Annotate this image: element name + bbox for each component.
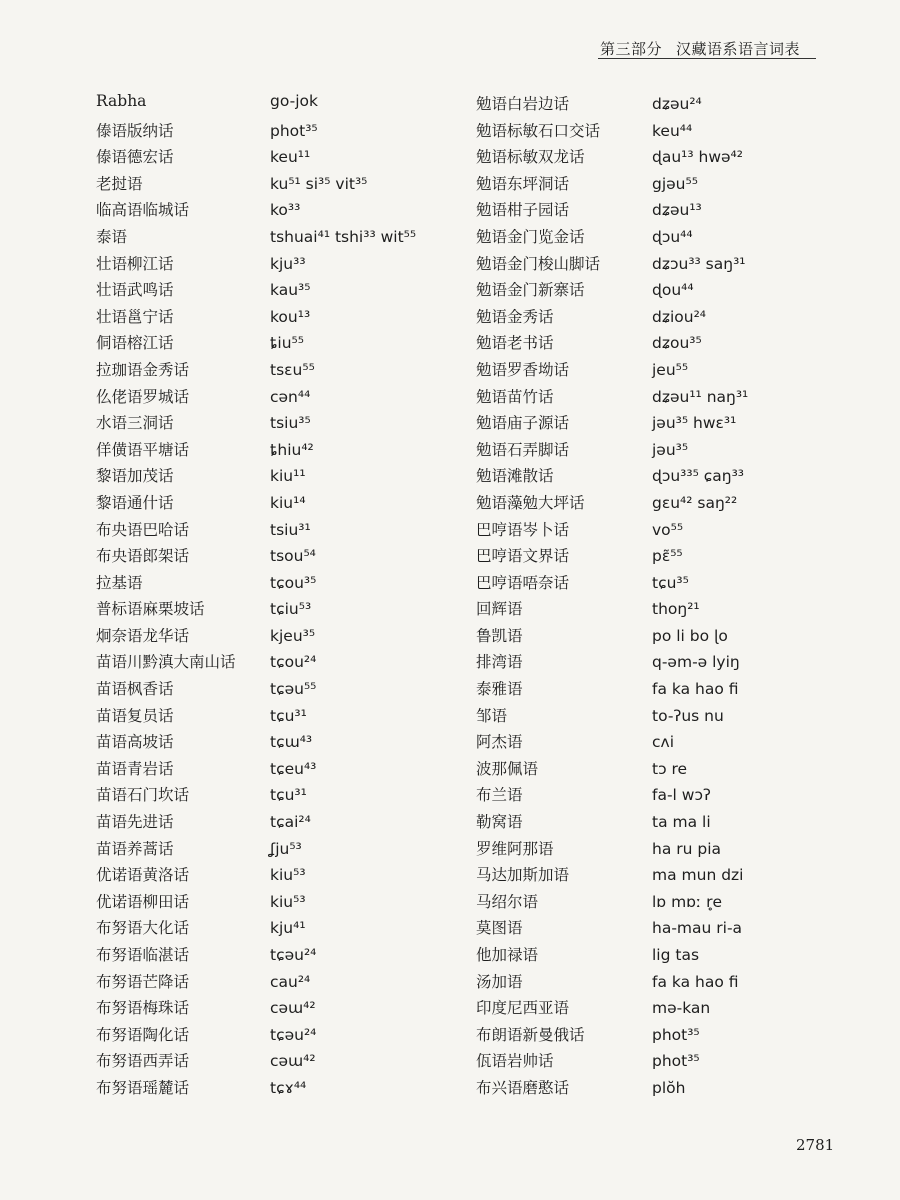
word-entry [96, 225, 466, 252]
word-entry [96, 198, 466, 225]
word-entry [96, 970, 466, 997]
language-name: 巴哼语唔奈话 [476, 573, 570, 592]
language-name: 排湾语 [476, 653, 523, 672]
word-entry [476, 863, 806, 890]
language-name: 波那佩语 [476, 759, 539, 778]
word-form: ha-mau ri-a [652, 919, 743, 938]
word-entry [96, 544, 466, 571]
language-name: Rabha [96, 92, 147, 110]
word-entry [96, 757, 466, 784]
word-form: fa-l wɔʔ [652, 786, 711, 805]
word-form: tɔ re [652, 759, 688, 778]
word-form: jəu³⁵ hwɛ³¹ [652, 414, 737, 433]
word-entry [96, 92, 466, 119]
language-name: 马达加斯加语 [476, 866, 570, 885]
language-name: 优诺语黄洛话 [96, 866, 190, 885]
right-column [476, 92, 806, 1103]
language-name: 勉语庙子源话 [476, 414, 570, 433]
language-name: 黎语加茂话 [96, 467, 174, 486]
language-name: 优诺语柳田话 [96, 892, 190, 911]
word-entry [476, 198, 806, 225]
language-name: 泰雅语 [476, 680, 523, 699]
word-form: tsiu³¹ [270, 520, 311, 539]
language-name: 老挝语 [96, 174, 143, 193]
word-entry [476, 730, 806, 757]
word-form: kiu⁵³ [270, 892, 306, 911]
language-name: 勉语藻勉大坪话 [476, 493, 585, 512]
language-name: 布兰语 [476, 786, 523, 805]
word-form: tɕu³¹ [270, 706, 307, 725]
word-entry [96, 916, 466, 943]
word-entry [476, 119, 806, 146]
word-form: q-əm-ə lyiŋ [652, 653, 740, 672]
running-header [600, 38, 816, 59]
language-name: 普标语麻栗坡话 [96, 600, 205, 619]
word-entry [96, 810, 466, 837]
word-entry [96, 863, 466, 890]
language-name: 布央语郎架话 [96, 547, 190, 566]
language-name: 黎语通什话 [96, 493, 174, 512]
word-entry [476, 225, 806, 252]
word-form: tɕai²⁴ [270, 813, 311, 832]
word-form: kau³⁵ [270, 281, 311, 300]
language-name: 佤语岩帅话 [476, 1052, 554, 1071]
word-entry [476, 1023, 806, 1050]
word-form: plŏh [652, 1078, 686, 1097]
word-form: dʑəu¹¹ naŋ³¹ [652, 387, 749, 406]
language-name: 佯僙语平塘话 [96, 440, 190, 459]
language-name: 壮语邕宁话 [96, 307, 174, 326]
word-form: vo⁵⁵ [652, 520, 684, 539]
word-form: ʆju⁵³ [270, 839, 302, 858]
word-form: pɛ̃⁵⁵ [652, 547, 683, 566]
word-form: tɕəu²⁴ [270, 946, 317, 964]
language-name: 勉语苗竹话 [476, 387, 554, 406]
word-entry [476, 571, 806, 598]
word-form: tsou⁵⁴ [270, 547, 316, 566]
word-form: tɕeu⁴³ [270, 759, 317, 778]
language-name: 苗语枫香话 [96, 680, 174, 699]
word-form: cəɯ⁴² [270, 999, 316, 1018]
language-name: 莫图语 [476, 919, 523, 938]
word-form: dʑɔu³³ saŋ³¹ [652, 254, 746, 273]
word-form: lɒ mɒː r̥e [652, 892, 723, 911]
word-form: fa ka hao fi [652, 680, 739, 699]
language-name: 布兴语磨憨话 [476, 1078, 570, 1097]
language-name: 勉语柑子园话 [476, 201, 570, 220]
word-entry [96, 411, 466, 438]
word-form: dʑəu¹³ [652, 201, 702, 220]
word-form: tsiu³⁵ [270, 414, 311, 433]
word-entry [96, 438, 466, 465]
language-name: 苗语高坡话 [96, 733, 174, 752]
language-name: 布努语芒降话 [96, 972, 190, 991]
word-form: ɖou⁴⁴ [652, 281, 694, 300]
word-form: tshuai⁴¹ tshi³³ wit⁵⁵ [270, 227, 417, 246]
word-form: phot³⁵ [270, 121, 318, 140]
word-entry [96, 491, 466, 518]
word-entry [96, 571, 466, 598]
word-entry [476, 331, 806, 358]
word-entry [476, 757, 806, 784]
word-entry [96, 677, 466, 704]
word-entry [96, 650, 466, 677]
language-name: 马绍尔语 [476, 892, 539, 911]
word-entry [96, 1076, 466, 1103]
language-name: 印度尼西亚语 [476, 999, 570, 1018]
language-name: 苗语养蒿话 [96, 839, 174, 858]
word-form: keu¹¹ [270, 148, 311, 167]
language-name: 仫佬语罗城话 [96, 387, 190, 406]
word-form: phot³⁵ [652, 1052, 700, 1071]
word-entry [96, 119, 466, 146]
word-entry [476, 810, 806, 837]
word-form: ɖɔu⁴⁴ [652, 227, 693, 246]
word-form: ma mun dzi [652, 866, 744, 885]
word-form: thoŋ²¹ [652, 600, 700, 619]
word-form: kiu⁵³ [270, 866, 306, 885]
word-entry [476, 1049, 806, 1076]
language-name: 勉语白岩边话 [476, 95, 570, 113]
word-entry [476, 943, 806, 970]
word-form: dʑiou²⁴ [652, 307, 707, 326]
word-form: ȶiu⁵⁵ [270, 334, 304, 353]
word-entry [476, 677, 806, 704]
word-form: keu⁴⁴ [652, 121, 693, 140]
word-entry [96, 305, 466, 332]
word-form: tɕu³¹ [270, 786, 307, 805]
word-entry [96, 624, 466, 651]
left-column [96, 92, 466, 1103]
language-name: 苗语川黔滇大南山话 [96, 653, 236, 672]
word-form: tɕou²⁴ [270, 653, 317, 672]
word-form: tɕiu⁵³ [270, 600, 312, 619]
word-form: fa ka hao fi [652, 972, 739, 991]
word-entry [96, 996, 466, 1023]
language-name: 罗维阿那语 [476, 839, 554, 858]
language-name: 布努语梅珠话 [96, 999, 190, 1018]
header-title: 汉藏语系语言词表 [676, 40, 801, 58]
word-entry [96, 518, 466, 545]
word-form: tɕu³⁵ [652, 573, 689, 592]
word-form: cən⁴⁴ [270, 387, 311, 406]
word-form: dʑou³⁵ [652, 334, 702, 353]
word-entry [96, 1023, 466, 1050]
language-name: 勉语金门新寨话 [476, 281, 585, 300]
language-name: 布央语巴哈话 [96, 520, 190, 539]
word-form: kiu¹⁴ [270, 493, 306, 512]
word-entry [96, 943, 466, 970]
word-entry [476, 1076, 806, 1103]
word-form: tɕɤ⁴⁴ [270, 1078, 307, 1097]
word-entry [96, 385, 466, 412]
word-form: ta ma li [652, 813, 711, 832]
word-entry [96, 704, 466, 731]
word-form: ko³³ [270, 201, 301, 220]
word-form: cəɯ⁴² [270, 1052, 316, 1071]
word-form: gɛu⁴² saŋ²² [652, 493, 738, 512]
language-name: 壮语柳江话 [96, 254, 174, 273]
language-name: 炯奈语龙华话 [96, 626, 190, 645]
language-name: 勉语老书话 [476, 334, 554, 353]
language-name: 汤加语 [476, 972, 523, 991]
word-entry [96, 145, 466, 172]
word-form: ɖau¹³ hwə⁴² [652, 148, 743, 167]
word-entry [96, 464, 466, 491]
language-name: 勉语东坪洞话 [476, 174, 570, 193]
language-name: 布朗语新曼俄话 [476, 1025, 585, 1044]
header-part: 第三部分 [600, 40, 663, 58]
word-form: mə-kan [652, 999, 711, 1018]
word-form: tɕɯ⁴³ [270, 733, 313, 752]
word-entry [96, 1049, 466, 1076]
word-entry [476, 837, 806, 864]
word-entry [476, 358, 806, 385]
word-form: jeu⁵⁵ [652, 360, 689, 379]
word-entry [476, 438, 806, 465]
word-entry [96, 597, 466, 624]
word-entry [476, 278, 806, 305]
word-entry [96, 890, 466, 917]
word-entry [476, 411, 806, 438]
word-form: kju³³ [270, 254, 306, 273]
language-name: 巴哼语岑卜话 [476, 520, 570, 539]
language-name: 布努语大化话 [96, 919, 190, 938]
language-name: 勉语标敏双龙话 [476, 148, 585, 167]
word-form: kiu¹¹ [270, 467, 306, 486]
word-entry [476, 624, 806, 651]
word-entry [476, 970, 806, 997]
language-name: 布努语西弄话 [96, 1052, 190, 1071]
language-name: 布努语陶化话 [96, 1025, 190, 1044]
language-name: 勉语石弄脚话 [476, 440, 570, 459]
language-name: 临高语临城话 [96, 201, 190, 220]
language-name: 苗语青岩话 [96, 759, 174, 778]
word-form: go-jok [270, 92, 318, 110]
language-name: 拉基语 [96, 573, 143, 592]
word-entry [96, 358, 466, 385]
language-name: 鲁凯语 [476, 626, 523, 645]
word-form: ha ru pia [652, 839, 722, 858]
word-form: lig tas [652, 946, 700, 964]
language-name: 勉语金门梭山脚话 [476, 254, 601, 273]
word-entry [476, 890, 806, 917]
word-form: jəu³⁵ [652, 440, 689, 459]
word-form: kju⁴¹ [270, 919, 306, 938]
word-entry [96, 783, 466, 810]
word-entry [476, 92, 806, 119]
word-form: to-ʔus nu [652, 706, 724, 725]
language-name: 布努语瑶麓话 [96, 1078, 190, 1097]
language-name: 泰语 [96, 227, 128, 246]
language-name: 他加禄语 [476, 946, 539, 964]
word-entry [476, 704, 806, 731]
language-name: 勉语金秀话 [476, 307, 554, 326]
language-name: 苗语先进话 [96, 813, 174, 832]
language-name: 勒窝语 [476, 813, 523, 832]
word-form: ɖɔu³³⁵ ɕaŋ³³ [652, 467, 745, 486]
language-name: 傣语版纳话 [96, 121, 174, 140]
word-entry [96, 172, 466, 199]
header-rule [598, 58, 816, 59]
word-form: tɕəu²⁴ [270, 1025, 317, 1044]
word-entry [476, 650, 806, 677]
language-name: 拉珈语金秀话 [96, 360, 190, 379]
language-name: 布努语临湛话 [96, 946, 190, 964]
word-entry [96, 278, 466, 305]
word-form: phot³⁵ [652, 1025, 700, 1044]
language-name: 勉语滩散话 [476, 467, 554, 486]
language-name: 巴哼语文界话 [476, 547, 570, 566]
word-form: tɕəu⁵⁵ [270, 680, 317, 699]
word-entry [96, 837, 466, 864]
word-form: ȶhiu⁴² [270, 440, 314, 459]
word-entry [476, 305, 806, 332]
word-form: ku⁵¹ si³⁵ vit³⁵ [270, 174, 368, 193]
word-form: cau²⁴ [270, 972, 311, 991]
word-entry [96, 331, 466, 358]
word-entry [476, 518, 806, 545]
language-name: 傣语德宏话 [96, 148, 174, 167]
word-entry [96, 252, 466, 279]
word-entry [476, 385, 806, 412]
language-name: 水语三洞话 [96, 414, 174, 433]
word-form: gjəu⁵⁵ [652, 174, 698, 193]
word-form: dʑəu²⁴ [652, 95, 702, 113]
word-form: tɕou³⁵ [270, 573, 317, 592]
language-name: 勉语金门览金话 [476, 227, 585, 246]
word-form: tsɛu⁵⁵ [270, 360, 315, 379]
word-entry [476, 544, 806, 571]
language-name: 邹语 [476, 706, 508, 725]
word-entry [476, 145, 806, 172]
language-name: 回辉语 [476, 600, 523, 619]
word-form: kjeu³⁵ [270, 626, 316, 645]
language-name: 勉语标敏石口交话 [476, 121, 601, 140]
word-entry [476, 172, 806, 199]
word-entry [476, 783, 806, 810]
word-form: cʌi [652, 733, 675, 752]
language-name: 苗语石门坎话 [96, 786, 190, 805]
word-entry [476, 252, 806, 279]
word-entry [476, 464, 806, 491]
page-number: 2781 [796, 1136, 835, 1154]
language-name: 壮语武鸣话 [96, 281, 174, 300]
word-entry [476, 491, 806, 518]
language-name: 勉语罗香坳话 [476, 360, 570, 379]
language-name: 苗语复员话 [96, 706, 174, 725]
word-entry [476, 916, 806, 943]
language-name: 阿杰语 [476, 733, 523, 752]
word-form: po li bo ɭo [652, 626, 728, 645]
word-entry [96, 730, 466, 757]
word-entry [476, 597, 806, 624]
language-name: 侗语榕江话 [96, 334, 174, 353]
word-form: kou¹³ [270, 307, 311, 326]
word-entry [476, 996, 806, 1023]
